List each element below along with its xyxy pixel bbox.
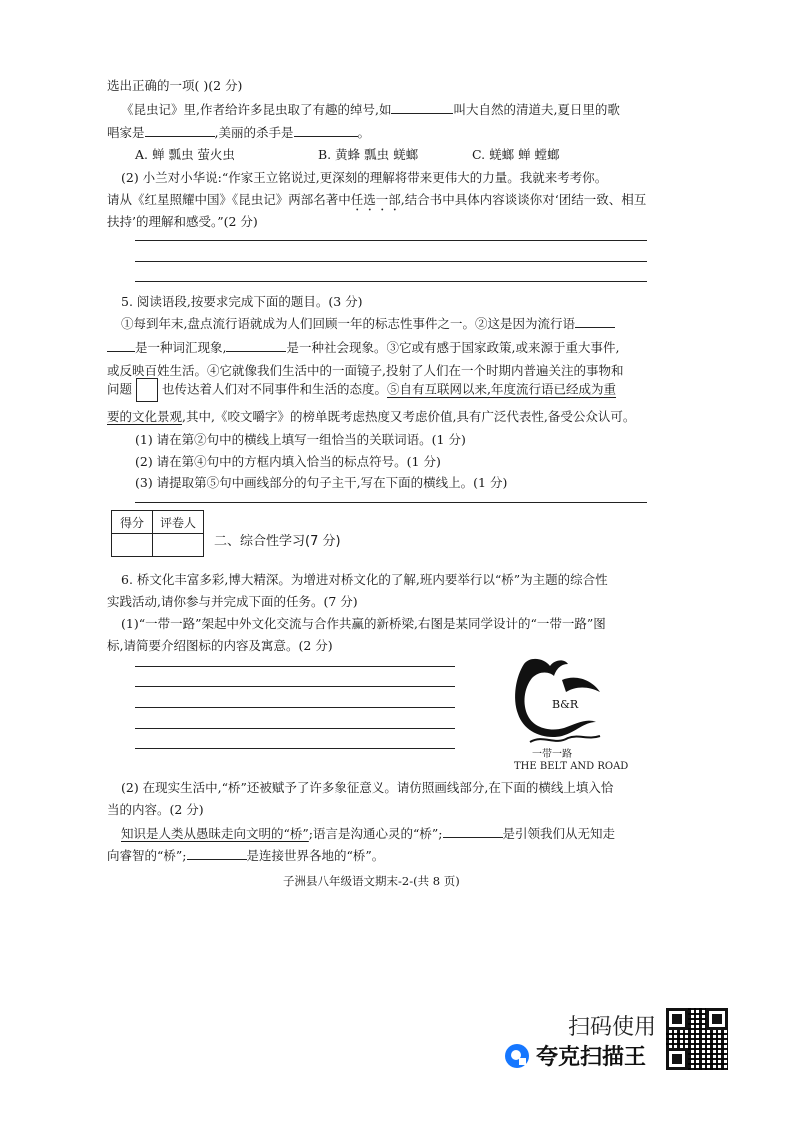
answer-blank[interactable] bbox=[575, 315, 615, 328]
logo-inner-text: B&R bbox=[552, 698, 579, 711]
scan-to-use-text: 扫码使用 bbox=[568, 1015, 657, 1040]
logo-mark bbox=[562, 678, 600, 692]
q5-para-line2 bbox=[107, 338, 619, 356]
q4-2-line1: (2) 小兰对小华说:“作家王立铭说过,更深刻的理解将带来更伟大的力量。我就来考考你。 bbox=[121, 170, 608, 185]
logo-en-text: THE BELT AND ROAD bbox=[514, 761, 629, 772]
answer-blank[interactable] bbox=[443, 825, 503, 838]
q4-1-option-c[interactable]: C. 蜣螂 蝉 螳螂 bbox=[472, 147, 560, 162]
punctuation-box[interactable] bbox=[136, 378, 158, 402]
q5-sub2: (2) 请在第④句中的方框内填入恰当的标点符号。(1 分) bbox=[135, 454, 441, 469]
logo-wave bbox=[530, 736, 600, 742]
q5-sub1: (1) 请在第②句中的横线上填写一组恰当的关联词语。(1 分) bbox=[135, 432, 466, 447]
score-cell[interactable] bbox=[112, 534, 153, 557]
qr-finder bbox=[706, 1008, 728, 1030]
q6-example-line1 bbox=[121, 824, 615, 842]
q5-p5b: ,其中,《咬文嚼字》的榜单既考虑热度又考虑价值,具有广泛代表性,备受公众认可。 bbox=[182, 409, 636, 424]
answer-line[interactable] bbox=[135, 281, 647, 282]
answer-line[interactable] bbox=[135, 502, 647, 503]
q5-sub3: (3) 请提取第⑤句中画线部分的句子主干,写在下面的横线上。(1 分) bbox=[135, 475, 508, 490]
q6-example-line2 bbox=[107, 846, 384, 864]
q4-1-stem: 选出正确的一项( )(2 分) bbox=[107, 78, 243, 93]
answer-line[interactable] bbox=[135, 748, 455, 749]
q5-p4b: 也传达着人们对不同事件和生活的态度。 bbox=[162, 381, 388, 397]
q6-example-c: 是引领我们从无知走 bbox=[502, 826, 616, 841]
q6-intro2: 实践活动,请你参与并完成下面的任务。(7 分) bbox=[107, 594, 358, 609]
answer-line[interactable] bbox=[135, 261, 647, 262]
q6-intro1: 6. 桥文化丰富多彩,博大精深。为增进对桥文化的了解,班内要举行以“桥”为主题的综合性 bbox=[121, 572, 608, 587]
quark-logo-icon bbox=[505, 1044, 529, 1068]
q6-sub1-a: (1)“一带一路”架起中外文化交流与合作共赢的新桥梁,右图是某同学设计的“一带一路”图 bbox=[121, 616, 606, 631]
q5-p1: ①每到年末,盘点流行语就成为人们回顾一年的标志性事件之一。②这是因为流行语 bbox=[121, 316, 575, 331]
answer-line[interactable] bbox=[135, 240, 647, 241]
q6-example2-a: 向睿智的“桥”; bbox=[107, 848, 187, 863]
q4-1-line2 bbox=[107, 123, 370, 141]
q4-1-line2-b: ,美丽的杀手是 bbox=[214, 125, 294, 140]
q4-2-line2-a: 请从《红星照耀中国》《昆虫记》两部名著中 bbox=[107, 192, 351, 207]
q4-1-line2-c: 。 bbox=[357, 125, 371, 140]
answer-blank[interactable] bbox=[187, 847, 247, 860]
q4-2-line2 bbox=[107, 190, 646, 214]
answer-blank[interactable] bbox=[107, 339, 135, 352]
q5-para-line5 bbox=[107, 407, 635, 425]
qr-code-icon[interactable] bbox=[666, 1008, 728, 1070]
q5-title: 5. 阅读语段,按要求完成下面的题目。(3 分) bbox=[121, 294, 363, 309]
q4-1-line1 bbox=[121, 100, 620, 118]
q4-1-option-b[interactable]: B. 黄蜂 瓢虫 蜣螂 bbox=[318, 147, 419, 162]
q5-para-line4 bbox=[107, 378, 616, 402]
q5-para-line3: 或反映百姓生活。④它就像我们生活中的一面镜子,投射了人们在一个时期内普遍关注的事物和 bbox=[107, 363, 624, 378]
page-footer: 子洲县八年级语文期末-2-(共 8 页) bbox=[283, 874, 460, 888]
q6-sub2-b: 当的内容。(2 分) bbox=[107, 802, 204, 817]
q6-example-underlined: 知识是人类从愚昧走向文明的“桥” bbox=[121, 826, 309, 841]
q5-p4-underlined: ⑤自有互联网以来,年度流行语已经成为重 bbox=[387, 381, 617, 397]
grader-label: 评卷人 bbox=[153, 511, 204, 534]
answer-blank[interactable] bbox=[391, 101, 453, 114]
q5-p5-underlined: 要的文化景观 bbox=[107, 409, 183, 424]
answer-line[interactable] bbox=[135, 686, 455, 687]
q5-p2b: 是一种词汇现象, bbox=[135, 340, 227, 355]
score-label: 得分 bbox=[112, 511, 153, 534]
score-table bbox=[111, 510, 204, 557]
q4-1-line2-a: 唱家是 bbox=[107, 125, 145, 140]
q4-2-line2-b: ,结合书中具体内容谈谈你对‘团结一致、相互 bbox=[400, 192, 647, 207]
q6-sub2-a: (2) 在现实生活中,“桥”还被赋予了许多象征意义。请仿照画线部分,在下面的横线上填入恰 bbox=[121, 780, 614, 795]
q6-sub1-b: 标,请简要介绍图标的内容及寓意。(2 分) bbox=[107, 638, 333, 653]
section2-title: 二、综合性学习(7 分) bbox=[214, 534, 341, 549]
q4-1-line1-b: 叫大自然的清道夫,夏日里的歌 bbox=[453, 102, 620, 117]
grader-cell[interactable] bbox=[153, 534, 204, 557]
q4-2-line3: 扶持’的理解和感受。”(2 分) bbox=[107, 214, 258, 229]
qr-finder bbox=[666, 1048, 688, 1070]
q5-p4a: 问题 bbox=[107, 381, 133, 397]
qr-finder bbox=[666, 1008, 688, 1030]
answer-blank[interactable] bbox=[294, 124, 358, 137]
answer-blank[interactable] bbox=[226, 339, 286, 352]
q5-para-line1 bbox=[121, 314, 615, 332]
logo-cn-text: 一带一路 bbox=[532, 749, 572, 760]
q4-2-emphasis: 任选一部 bbox=[350, 192, 401, 207]
belt-and-road-logo bbox=[510, 652, 610, 748]
q6-example2-b: 是连接世界各地的“桥”。 bbox=[246, 848, 385, 863]
q4-1-line1-a: 《昆虫记》里,作者给许多昆虫取了有趣的绰号,如 bbox=[121, 102, 392, 117]
brand-name: 夸克扫描王 bbox=[536, 1045, 647, 1070]
answer-line[interactable] bbox=[135, 666, 455, 667]
q6-example-b: ;语言是沟通心灵的“桥”; bbox=[308, 826, 443, 841]
answer-blank[interactable] bbox=[145, 124, 215, 137]
answer-line[interactable] bbox=[135, 728, 455, 729]
answer-line[interactable] bbox=[135, 707, 455, 708]
q4-1-option-a[interactable]: A. 蝉 瓢虫 萤火虫 bbox=[135, 147, 235, 162]
q5-p2c: 是一种社会现象。③它或有感于国家政策,或来源于重大事件, bbox=[286, 340, 620, 355]
